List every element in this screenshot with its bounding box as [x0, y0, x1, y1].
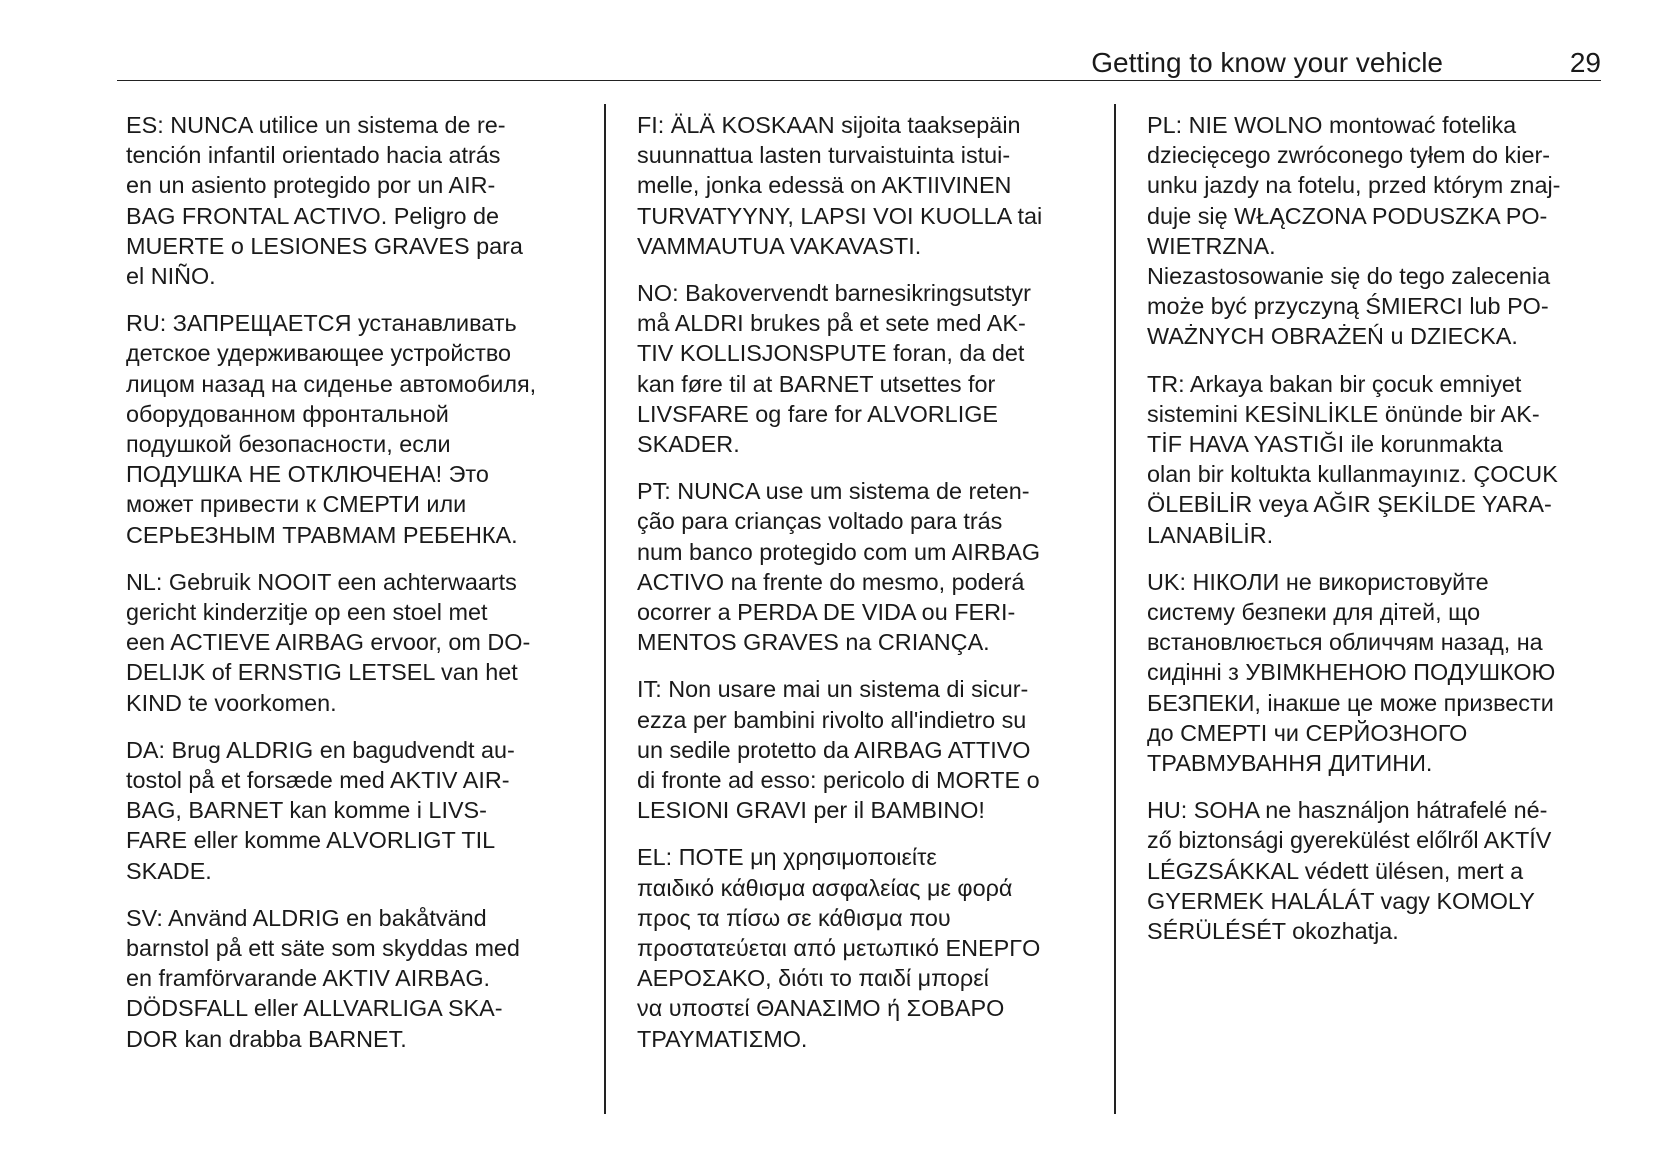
section-title: Getting to know your vehicle: [1091, 47, 1443, 78]
column-divider-right: [1114, 104, 1116, 1114]
paragraph-nl: NL: Gebruik NOOIT een achterwaarts gericht kinderzitje op een stoel met een ACTIEVE AIRBAG ervoor, om DO- DELIJK of ERNSTIG LETSEL van het KIND te voorkomen.: [126, 568, 531, 716]
text-column-3: [1147, 110, 1597, 963]
page-number: 29: [1569, 47, 1601, 78]
paragraph-ru: RU: ЗАПРЕЩАЕТСЯ устанавливать детское удерживающее устройство лицом назад на сиденье автомобиля, оборудованном фронтальной подушкой безопасности, если ПОДУШКА НЕ ОТКЛЮЧЕНА! Это может привести к СМЕРТИ или СЕРЬЕЗНЫМ ТРАВМАМ РЕБЕНКА.: [126, 310, 537, 548]
paragraph-tr: TR: Arkaya bakan bir çocuk emniyet sistemini KESİNLİKLE önünde bir AK- TİF HAVA YASTIĞI ile korunmakta olan bir koltukta kullanmayınız. ÇOCUK ÖLEBİLİR veya AĞIR ŞEKİLDE YARA- LANABİLİR.: [1147, 370, 1558, 548]
paragraph-el: EL: ΠΟΤΕ μη χρησιμοποιείτε παιδικό κάθισμα ασφαλείας με φορά προς τα πίσω σε κάθισμα που προστατεύεται από μετωπικό ΕΝΕΡΓΟ ΑΕΡΟΣΑΚΟ, διότι το παιδί μπορεί να υποστεί ΘΑΝΑΣΙΜΟ ή ΣΟΒΑΡΟ ΤΡΑΥΜΑΤΙΣΜΟ.: [637, 844, 1041, 1052]
paragraph-hu: HU: SOHA ne használjon hátrafelé né- ző biztonsági gyerekülést előlről AKTÍV LÉGZSÁKKAL védett ülésen, mert a GYERMEK HALÁLÁT vagy KOMOLY SÉRÜLÉSÉT okozhatja.: [1147, 797, 1552, 945]
column-divider-left: [604, 104, 606, 1114]
text-column-2: [637, 110, 1087, 1071]
text-column-1: [126, 110, 576, 1071]
paragraph-pl: PL: NIE WOLNO montować fotelika dziecięcego zwróconego tyłem do kier- unku jazdy na fotelu, przed którym znaj- duje się WŁĄCZONA PODUSZKA PO- WIETRZNA. Niezastosowanie się do tego zalecenia może być przyczyną ŚMIERCI lub PO- WAŻNYCH OBRAŻEŃ u DZIECKA.: [1147, 112, 1561, 350]
paragraph-pt: PT: NUNCA use um sistema de reten- ção para crianças voltado para trás num banco protegido com um AIRBAG ACTIVO na frente do mesmo, poderá ocorrer a PERDA DE VIDA ou FERI- MENTOS GRAVES na CRIANÇA.: [637, 478, 1041, 656]
paragraph-no: NO: Bakovervendt barnesikringsutstyr må ALDRI brukes på et sete med AK- TIV KOLLISJONSPUTE foran, da det kan føre til at BARNET utsettes for LIVSFARE og fare for ALVORLIGE SKADER.: [637, 280, 1031, 458]
paragraph-it: IT: Non usare mai un sistema di sicur- ezza per bambini rivolto all'indietro su un sedile protetto da AIRBAG ATTIVO di fronte ad esso: pericolo di MORTE o LESIONI GRAVI per il BAMBINO!: [637, 676, 1040, 824]
paragraph-sv: SV: Använd ALDRIG en bakåtvänd barnstol på ett säte som skyddas med en framförvarande AKTIV AIRBAG. DÖDSFALL eller ALLVARLIGA SKA- DOR kan drabba BARNET.: [126, 904, 520, 1052]
paragraph-fi: FI: ÄLÄ KOSKAAN sijoita taaksepäin suunnattua lasten turvaistuinta istui- melle, jonka edessä on AKTIIVINEN TURVATYYNY, LAPSI VOI KUOLLA tai VAMMAUTUA VAKAVASTI.: [637, 112, 1043, 259]
paragraph-da: DA: Brug ALDRIG en bagudvendt au- tostol på et forsæde med AKTIV AIR- BAG, BARNET kan komme i LIVS- FARE eller komme ALVORLIGT TIL SKADE.: [126, 736, 515, 884]
paragraph-uk: UK: НІКОЛИ не використовуйте систему безпеки для дітей, що встановлюється обличчям назад, на сидінні з УВІМКНЕНОЮ ПОДУШКОЮ БЕЗПЕКИ, інакше це може призвести до СМЕРТІ чи СЕРЙОЗНОГО ТРАВМУВАННЯ ДИТИНИ.: [1147, 568, 1556, 777]
paragraph-es: ES: NUNCA utilice un sistema de re- tención infantil orientado hacia atrás en un asiento protegido por un AIR- BAG FRONTAL ACTIVO. Peligro de MUERTE o LESIONES GRAVES para el NIÑO.: [126, 112, 523, 290]
page-header: [117, 36, 1601, 81]
